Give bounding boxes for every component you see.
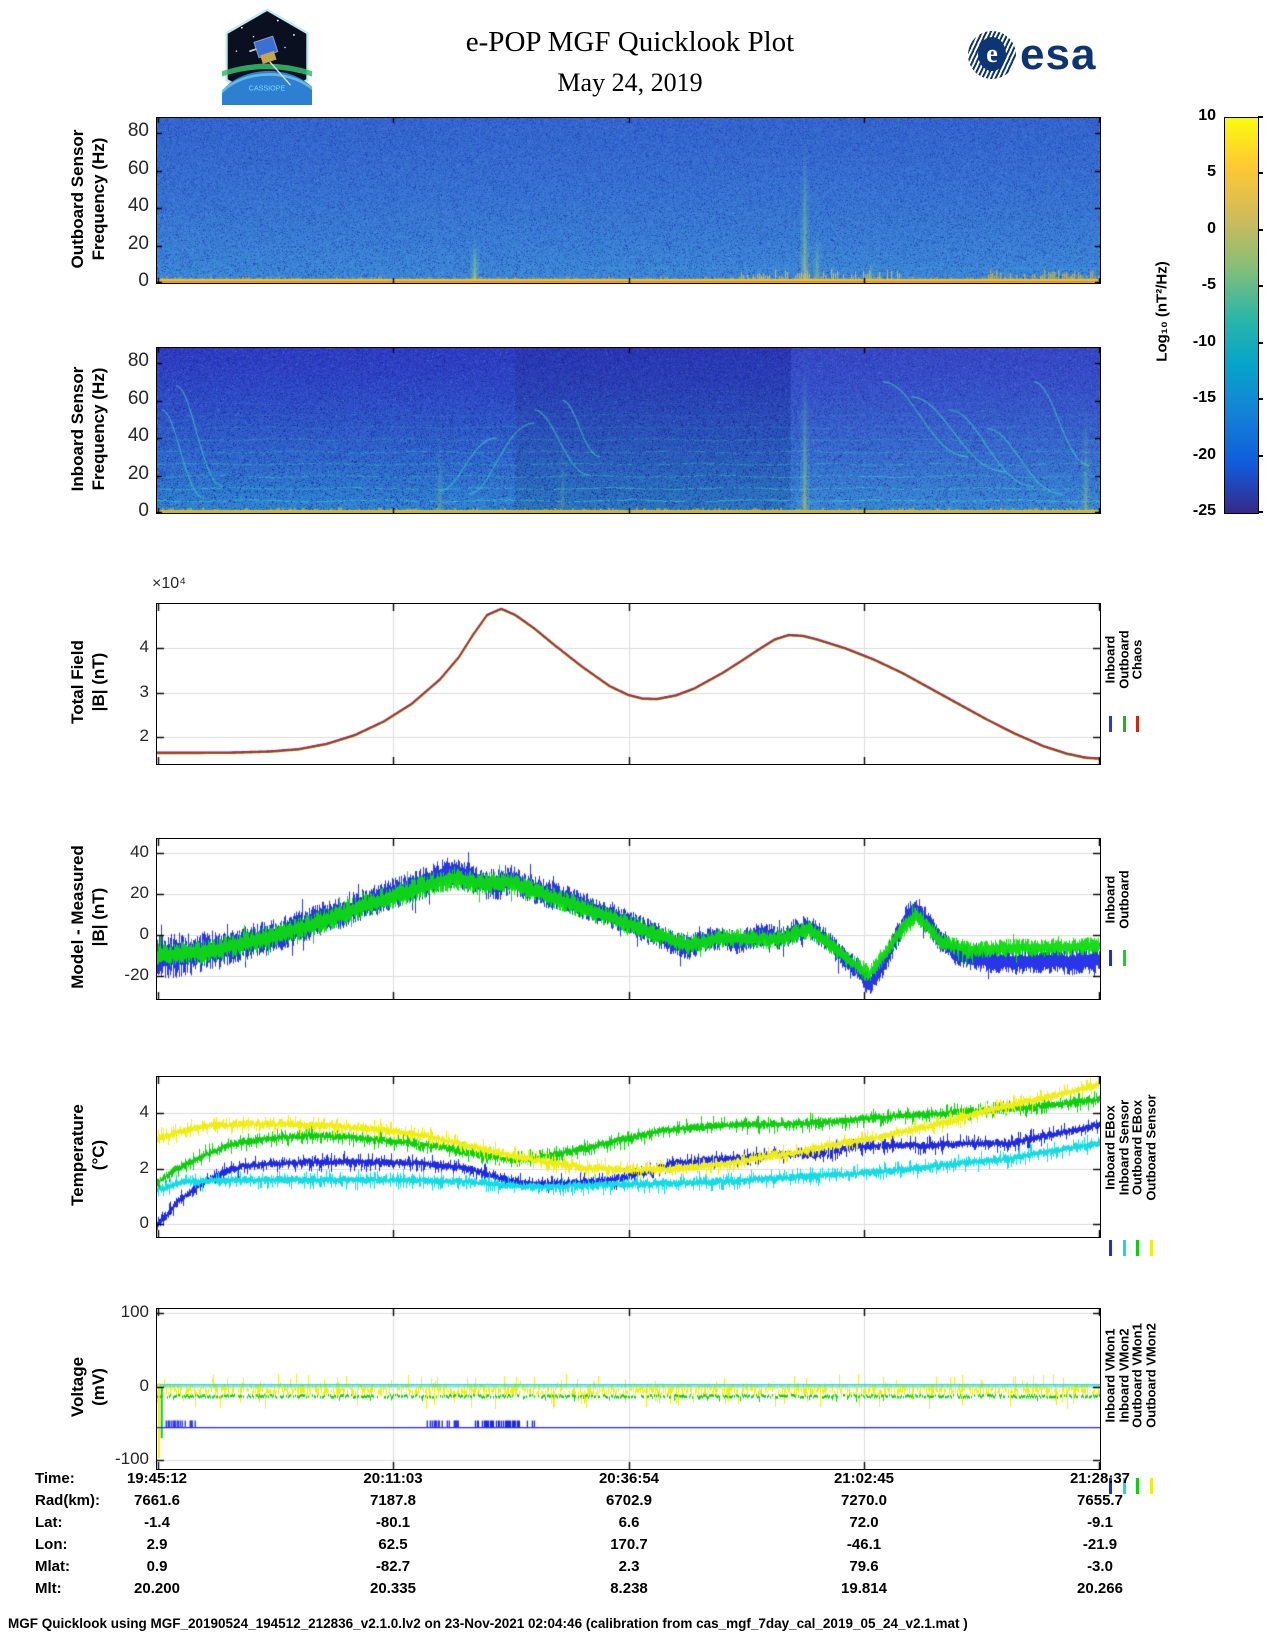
colorbar-tick-mark — [1258, 342, 1263, 344]
colorbar-tick-label: 5 — [1207, 163, 1216, 181]
ephemeris-value: -3.0 — [1087, 1558, 1113, 1575]
y-tick-label: 0 — [138, 500, 149, 521]
y-tick-label: 60 — [127, 157, 149, 179]
legend-label-outboard-vmon1: Outboard VMon1 — [1129, 1323, 1145, 1428]
y-tick-label: 20 — [127, 462, 149, 484]
panel-inboard-spectrogram — [156, 347, 1101, 514]
ephemeris-value: -9.1 — [1087, 1514, 1113, 1531]
ephemeris-value: -46.1 — [846, 1536, 882, 1553]
legend-marker — [1109, 950, 1112, 966]
ylabel-temperature: Temperature (°C) — [68, 1104, 108, 1206]
esa-logo — [968, 30, 1096, 80]
cassiope-label: CASSIOPE — [248, 84, 286, 93]
legend-label-inboard-sensor: Inboard Sensor — [1116, 1099, 1131, 1196]
ephemeris-row-label: Lon: — [35, 1536, 68, 1553]
ephemeris-value: 21:28:37 — [1069, 1470, 1131, 1487]
legend-label-outboard-ebox: Outboard EBox — [1129, 1099, 1145, 1196]
ephemeris-value: 20:36:54 — [598, 1470, 660, 1487]
legend-marker — [1123, 950, 1126, 966]
legend-label-inboard-ebox: Inboard EBox — [1102, 1105, 1118, 1190]
legend-marker — [1109, 1240, 1112, 1256]
page-title: e-POP MGF Quicklook Plot — [465, 26, 795, 58]
ephemeris-value: 7270.0 — [841, 1492, 887, 1509]
y-tick-label: 2 — [139, 1157, 149, 1177]
ephemeris-value: 7661.6 — [134, 1492, 180, 1509]
y-tick-label: 80 — [127, 120, 149, 141]
legend-marker — [1136, 716, 1139, 732]
ephemeris-value: 72.0 — [849, 1514, 879, 1531]
ephemeris-value: 2.3 — [618, 1558, 640, 1575]
colorbar-title: Log₁₀ (nT²/Hz) — [1153, 261, 1171, 362]
y-tick-label: 60 — [127, 387, 149, 409]
ephemeris-value: -80.1 — [375, 1514, 411, 1531]
ephemeris-value: 7187.8 — [370, 1492, 416, 1509]
y-tick-label: -100 — [114, 1449, 149, 1469]
y-tick-label: 40 — [127, 425, 149, 446]
y-tick-label: 0 — [139, 924, 149, 944]
y-tick-label: 20 — [127, 232, 149, 254]
legend-label-inboard: Inboard — [1102, 875, 1118, 924]
ephemeris-value: 170.7 — [610, 1536, 648, 1553]
ephemeris-value: 20:11:03 — [363, 1470, 423, 1487]
legend-marker — [1123, 716, 1126, 732]
colorbar-tick-label: 0 — [1207, 219, 1216, 237]
y-tick-label: -20 — [124, 965, 149, 985]
ephemeris-value: -82.7 — [375, 1558, 411, 1575]
legend-label-chaos: Chaos — [1129, 639, 1145, 680]
voltage-canvas — [157, 1309, 1100, 1469]
legend-label-outboard-sensor: Outboard Sensor — [1143, 1094, 1158, 1201]
ephemeris-value: 20.266 — [1077, 1580, 1123, 1597]
ephemeris-row-label: Time: — [35, 1470, 75, 1487]
y-tick-label: 20 — [130, 883, 149, 903]
ephemeris-value: -21.9 — [1082, 1536, 1118, 1553]
colorbar-tick-mark — [1258, 116, 1263, 118]
y-tick-label: 0 — [139, 1375, 149, 1395]
colorbar-tick-mark — [1258, 455, 1263, 457]
total-field-canvas — [157, 604, 1100, 764]
colorbar-tick-label: -5 — [1201, 276, 1216, 294]
legend-label-outboard: Outboard — [1116, 870, 1131, 929]
colorbar-tick-mark — [1258, 398, 1263, 400]
footer-note: MGF Quicklook using MGF_20190524_194512_212836_v2.1.0.lv2 on 23-Nov-2021 02:04:46 (calibration from cas_mgf_7day_cal_2019_05_24_v2.1.mat ) — [8, 1616, 968, 1631]
panel-voltage — [156, 1308, 1101, 1470]
ephemeris-value: 6.6 — [618, 1514, 640, 1531]
esa-emblem-icon: e — [968, 31, 1016, 79]
legend-label-outboard-vmon2: Outboard VMon2 — [1143, 1323, 1158, 1428]
plot-date: May 24, 2019 — [557, 68, 703, 97]
legend-marker — [1136, 1240, 1139, 1256]
ylabel-total-field: Total Field |B| (nT) — [68, 640, 108, 724]
y-tick-label: 40 — [130, 842, 149, 862]
colorbar-tick-label: -15 — [1192, 389, 1216, 407]
legend-label-inboard-vmon2: Inboard VMon2 — [1116, 1328, 1131, 1423]
ephemeris-row-label: Mlt: — [35, 1580, 62, 1597]
ephemeris-value: 19:45:12 — [126, 1470, 188, 1487]
inboard-spectrogram-canvas — [157, 348, 1100, 513]
ephemeris-value: 8.238 — [610, 1580, 648, 1597]
y-tick-label: 80 — [127, 350, 149, 371]
temperature-canvas — [157, 1077, 1100, 1237]
legend-label-inboard: Inboard — [1102, 635, 1118, 684]
ephemeris-value: 7655.7 — [1077, 1492, 1123, 1509]
outboard-spectrogram-canvas — [157, 118, 1100, 283]
panel-model-measured — [156, 838, 1101, 1000]
ylabel-voltage: Voltage (mV) — [68, 1356, 108, 1418]
ephemeris-value: 62.5 — [378, 1536, 408, 1553]
ylabel-inboard-spectrogram: Inboard Sensor Frequency (Hz) — [68, 366, 108, 492]
esa-wordmark: esa — [1020, 30, 1097, 79]
ylabel-outboard-spectrogram: Outboard Sensor Frequency (Hz) — [68, 129, 108, 269]
colorbar-tick-label: -20 — [1192, 445, 1216, 463]
y-tick-label: 40 — [127, 195, 149, 216]
y-tick-label: 0 — [138, 270, 149, 291]
legend-marker — [1150, 1240, 1153, 1256]
panel-outboard-spectrogram — [156, 117, 1101, 284]
legend-marker — [1109, 716, 1112, 732]
legend-label-outboard: Outboard — [1116, 630, 1131, 689]
ephemeris-value: 6702.9 — [606, 1492, 652, 1509]
y-tick-label: 0 — [139, 1213, 149, 1233]
y-tick-label: 4 — [139, 1102, 149, 1122]
ephemeris-value: 19.814 — [841, 1580, 887, 1597]
legend-marker — [1123, 1240, 1126, 1256]
ephemeris-value: 2.9 — [146, 1536, 168, 1553]
ephemeris-value: 20.335 — [370, 1580, 416, 1597]
colorbar-tick-label: -10 — [1192, 332, 1216, 350]
panel-temperature — [156, 1076, 1101, 1238]
y-tick-label: 3 — [139, 681, 149, 701]
colorbar-tick-mark — [1258, 285, 1263, 287]
ephemeris-value: 79.6 — [849, 1558, 879, 1575]
colorbar — [1224, 117, 1259, 514]
ephemeris-value: 21:02:45 — [833, 1470, 895, 1487]
y-axis-scale-exponent: ×10⁴ — [152, 575, 187, 592]
panel-total-field — [156, 603, 1101, 765]
model-measured-canvas — [157, 839, 1100, 999]
colorbar-tick-mark — [1258, 172, 1263, 174]
colorbar-tick-mark — [1258, 511, 1263, 513]
ephemeris-value: -1.4 — [144, 1514, 170, 1531]
colorbar-tick-label: -25 — [1192, 502, 1216, 519]
ephemeris-value: 20.200 — [134, 1580, 180, 1597]
colorbar-tick-label: 10 — [1198, 107, 1216, 124]
y-tick-label: 100 — [120, 1302, 149, 1322]
legend-label-inboard-vmon1: Inboard VMon1 — [1102, 1328, 1118, 1423]
ephemeris-row-label: Lat: — [35, 1514, 63, 1531]
colorbar-tick-mark — [1258, 229, 1263, 231]
ephemeris-row-label: Rad(km): — [35, 1492, 101, 1509]
y-tick-label: 2 — [139, 726, 149, 746]
ylabel-model-measured: Model - Measured |B| (nT) — [68, 845, 108, 989]
y-tick-label: 4 — [139, 637, 149, 657]
ephemeris-row-label: Mlat: — [35, 1558, 70, 1575]
ephemeris-value: 0.9 — [146, 1558, 168, 1575]
